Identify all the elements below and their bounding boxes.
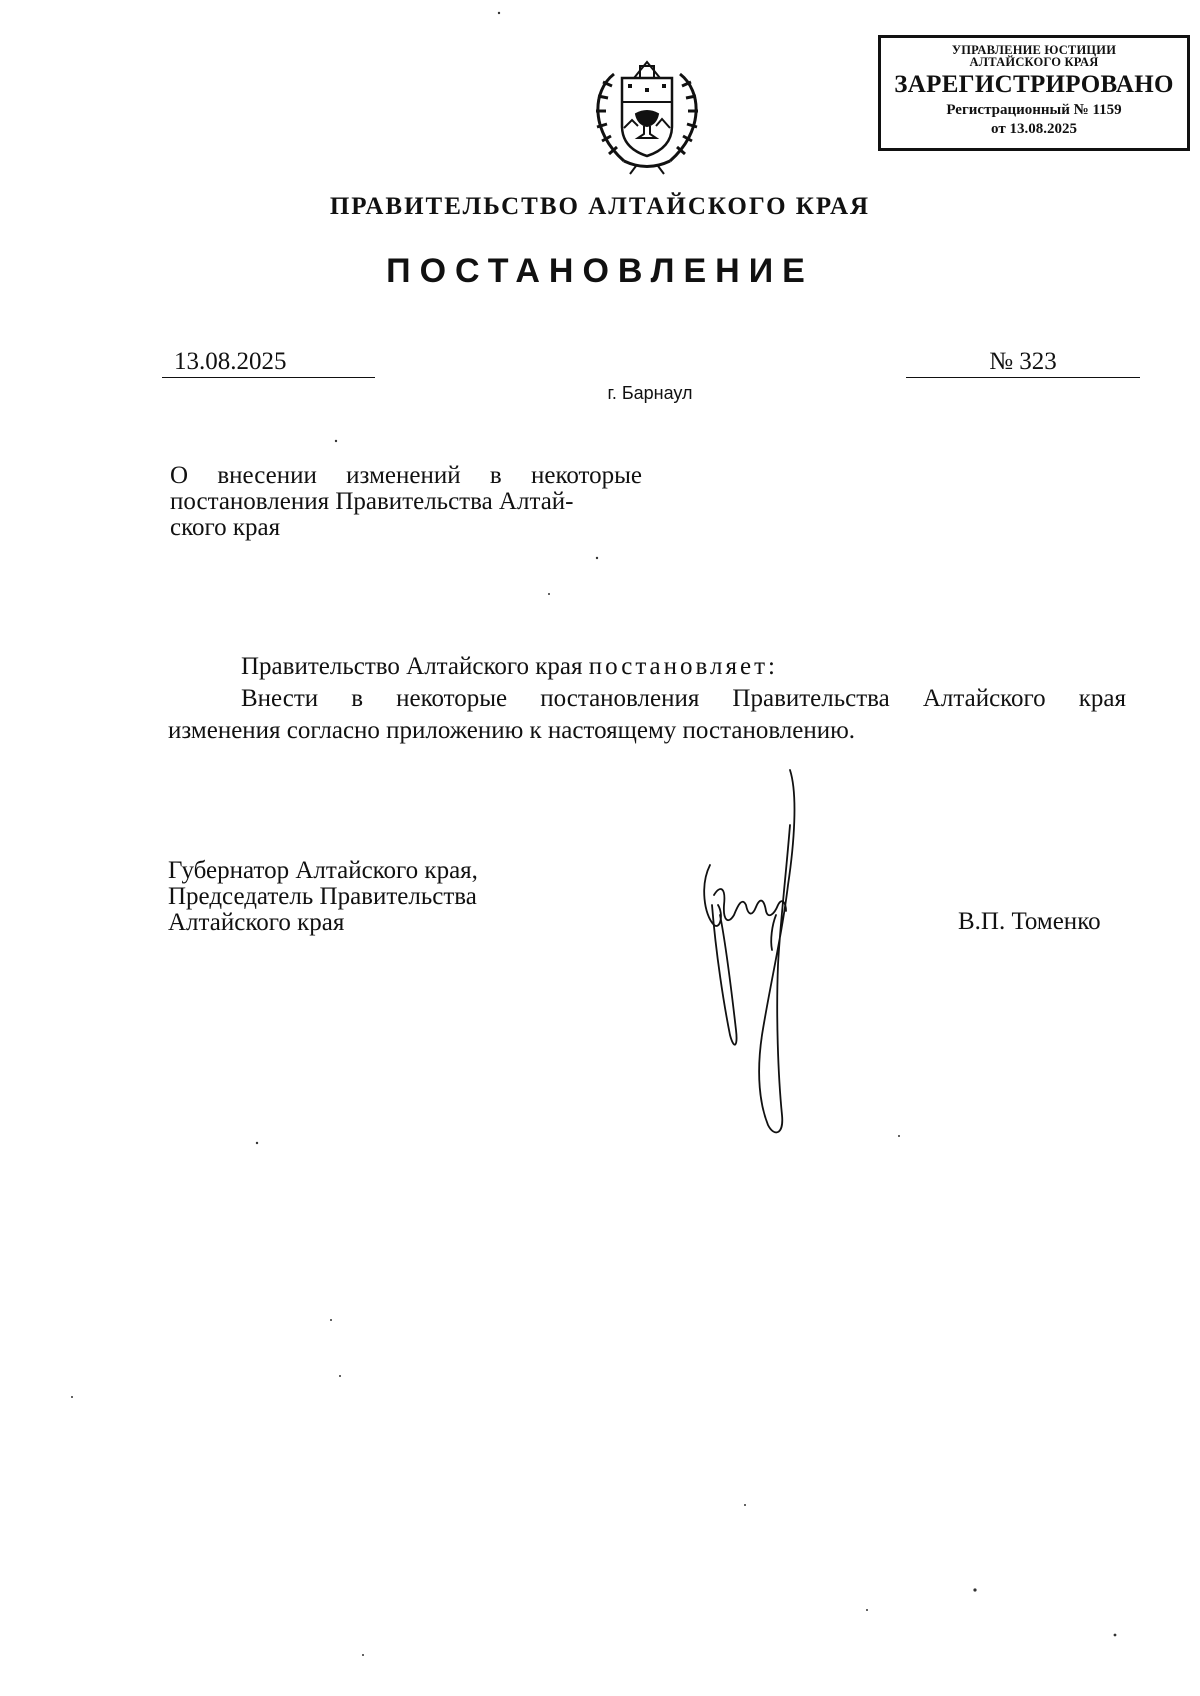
subject-line-2: постановления Правительства Алтай- (170, 488, 574, 515)
position-line-2: Председатель Правительства (168, 883, 477, 910)
stamp-org-line2: АЛТАЙСКОГО КРАЯ (969, 55, 1099, 69)
signer-name: В.П. Томенко (958, 908, 1101, 935)
position-line-1: Губернатор Алтайского края, (168, 857, 478, 884)
document-number: № 323 (906, 347, 1140, 378)
stamp-org-line1: УПРАВЛЕНИЕ ЮСТИЦИИ (951, 43, 1117, 57)
decree-verb: постановляет: (588, 653, 778, 680)
decree-line-1: Внести в некоторые постановления Правительства Алтайского края (241, 685, 1126, 712)
document-city: г. Барнаул (607, 383, 693, 403)
subject-line-1: О внесении изменений в некоторые (170, 462, 642, 489)
stamp-status: ЗАРЕГИСТРИРОВАНО (894, 71, 1174, 98)
stamp-reg-number: Регистрационный № 1159 (946, 102, 1122, 118)
document-type-title: ПОСТАНОВЛЕНИЕ (386, 252, 814, 290)
stamp-reg-date: от 13.08.2025 (991, 121, 1077, 137)
decree-intro-text: Правительство Алтайского края (241, 653, 583, 680)
issuer-title: ПРАВИТЕЛЬСТВО АЛТАЙСКОГО КРАЯ (329, 193, 871, 220)
document-date: 13.08.2025 (162, 347, 375, 378)
decree-line-2: изменения согласно приложению к настоящему постановлению. (168, 717, 856, 744)
position-line-3: Алтайского края (168, 909, 345, 936)
subject-line-3: ского края (170, 514, 281, 541)
